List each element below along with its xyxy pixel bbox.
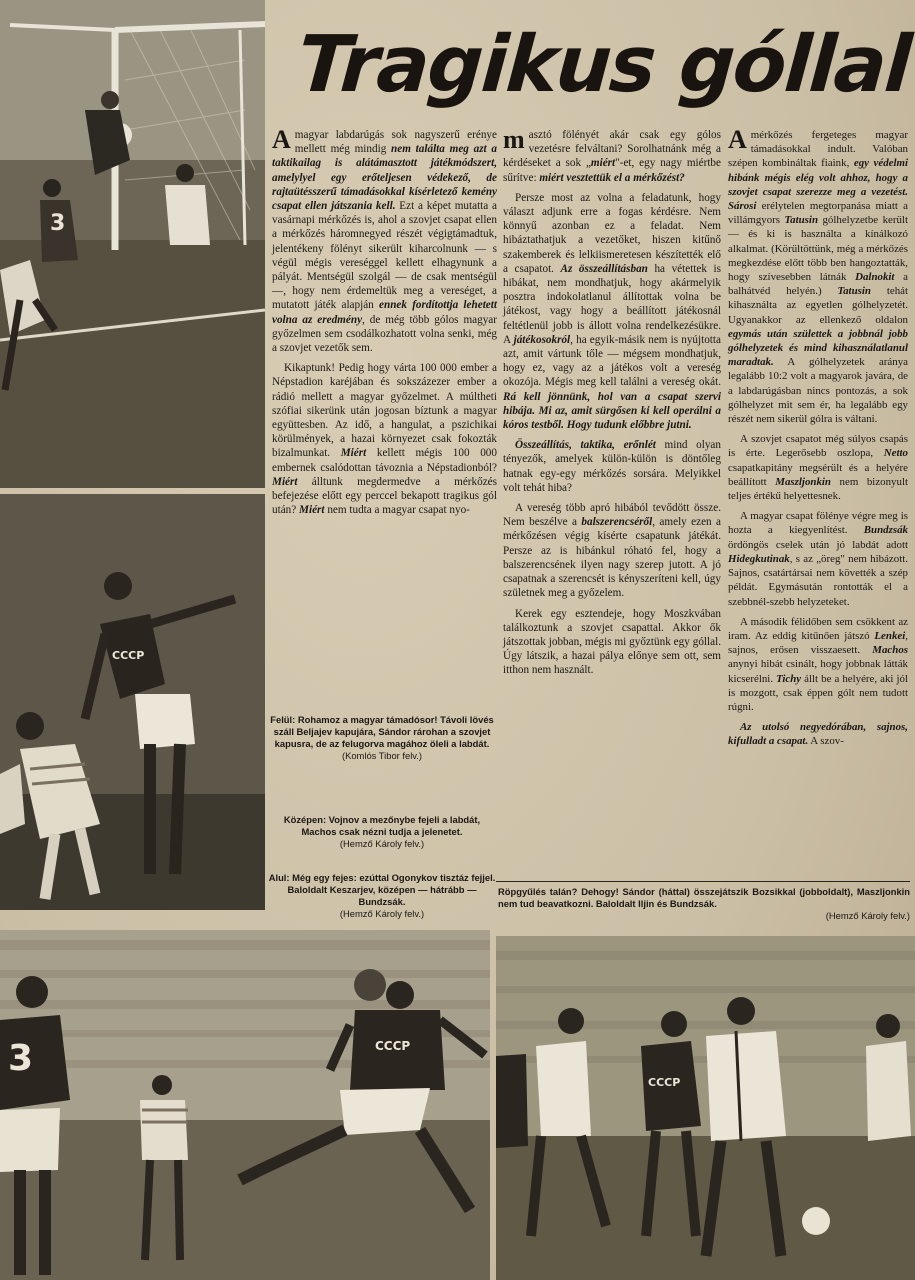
photo-goalkeeper-save: [0, 0, 265, 488]
emphasis: nem találta meg azt a taktikailag is alátámasztott játékmódszert, amelylyel egy erőteljesen védekező, de rajtaütésszerű támadásokkal kísérletező kemény csapat ellen játszania kell.: [272, 143, 498, 213]
caption-top: [268, 714, 496, 762]
paragraph: Kerek egy esztendeje, hogy Moszkvában találkoztunk a szovjet csapattal. Akkor ők játszottak jobban, mégis mi győztünk egy góllal. Úgy látszik, a hazai pálya előnye sem ott, sem itthon nem használt.: [503, 607, 721, 677]
emphasis: Miért: [272, 475, 298, 488]
emphasis: Miért: [340, 447, 367, 460]
jersey-cccp: СССР: [112, 649, 145, 662]
column-c: [728, 125, 908, 755]
photo-header-vojnov: [0, 494, 265, 910]
headline: Tragikus góllal: [294, 20, 913, 110]
emphasis: Dalnokit: [855, 271, 895, 284]
emphasis: Maszljonkin: [775, 475, 831, 488]
photo-credit: (Komlós Tibor felv.): [341, 750, 423, 761]
column-b: [503, 125, 721, 684]
emphasis: Hidegkutinak: [728, 552, 790, 565]
jersey-number-3: 3: [8, 1038, 34, 1079]
emphasis: Bundzsák: [863, 524, 908, 537]
paragraph: A magyar csapat fölénye végre meg is hozta a kiegyenlítést. Bundzsák ördöngös cselek után jó labdát adott Hidegkutinak, s az „öreg" nem hibázott. Sajnos, csatártársai nem követték a szép példát. Egymásután rontották el a szebbnél-szebb helyzeteket.: [728, 510, 908, 608]
emphasis: Machos: [872, 644, 908, 657]
caption-right: [498, 886, 910, 922]
jersey-cccp-2: СССР: [375, 1039, 411, 1053]
caption-text: Alul: Még egy fejes: ezúttal Ogonykov tisztáz fejjel. Baloldalt Keszarjev, középen — hátrább — Bundzsák.: [268, 872, 496, 907]
emphasis: ennek fordítottja lehetett volna az eredmény: [272, 299, 497, 326]
emphasis: Tatusin: [784, 214, 819, 227]
paragraph: masztó fölényét akár csak egy gólos vezetésre felváltani? Sorolhatnánk még a kérdéseket a sok „miért"-et, egy nagy miértbe sűrítve: miért vesztettük el a mérkőzést?: [503, 125, 721, 184]
paragraph: Az utolsó negyedórában, sajnos, kifulladt a csapat. A szov-: [728, 721, 908, 748]
emphasis: Lenkei: [874, 629, 906, 642]
emphasis: miért vesztettük el a mérkőzést?: [539, 171, 685, 184]
paragraph: Amagyar labdarúgás sok nagyszerű erénye mellett még mindig nem találta meg azt a taktikailag is alátámasztott játékmódszert, amelylyel egy erőteljesen védekező, de rajtaütésszerű támadásokkal kísérletező kemény csapat ellen játszania kell. Ezt a képet mutatta a vasárnapi mérkőzés is, ahol a szovjet csapat ellen a mérkőzés háromnegyed részét végigtámadtuk, jelentékeny fölényt sikerült kiharcolnunk — s végül mégis vereséggel kellett elhagynunk a pályát. Mentségül szolgál — de csak mentségül —, hogy nem érdemeltük meg a vereséget, a mutatott játék alapján ennek fordítottja lehetett volna az eredmény, de még több gólos magyar győzelmen sem csodálkozhatott volna senki, még a szovjet vezetők sem.: [272, 125, 498, 355]
photo-credit: (Hemző Károly felv.): [339, 838, 425, 849]
paragraph: Persze most az volna a feladatunk, hogy választ adjunk erre a fogas kérdésre. Nem könnyű azonban ez a feladat. Nem hibáztathatjuk a vezetőket, hiszen kitűnő szakemberek és lelkiismeretesen készítették elő a csapatot. Az összeállításban ha vétettek is hibákat, nem mondhatjuk, hogy akármelyik posztra indokolatlanul állítottak volna be játékost, vagy hogy a beállított játékosnál feltétlenül jobb is állott volna rendelkezésükre. A játékosokról, ha egyik-másik nem is nyújtotta azt, amit vártunk tőle — mégsem mondhatjuk, hogy ez, vagy az a játékos volt a vereség okozója. Mégis meg kell találni a vereség okát. Rá kell jönnünk, hol van a csapat szervi hibája. Mi az, amit sürgősen ki kell operálni a kóros testből. Hogy tudunk előbbre jutni.: [503, 191, 721, 432]
emphasis: Netto: [883, 447, 908, 460]
caption-middle: [268, 814, 496, 850]
caption-text: Középen: Vojnov a mezőnybe fejeli a labdát, Machos csak nézni tudja a jelenetet.: [283, 814, 481, 837]
emphasis: Miért: [299, 504, 325, 517]
paragraph: A második félidőben sem csökkent az iram. Az eddig kitűnően játszó Lenkei, sajnos, erősen visszaesett. Machos anynyi hibát csinált, hogy jobbnak látták kicserélni. Tichy állt be a helyére, aki jól is mozgott, csak éppen gólt nem tudott rúgni.: [728, 615, 908, 713]
caption-bottom: [268, 872, 496, 920]
emphasis: játékosokról: [513, 333, 571, 346]
paragraph: A vereség több apró hibából tevődött össze. Nem beszélve a balszerencséről, amely ezen a mérkőzésen végig kísérte csapatunk játékát. Persze az is hibánkul róható fel, hogy a balszerencsének ilyen nagy szerep jutott. A jó csapatnak a szerencsét is kényszeríteni kell, úgy születnek meg a győzelem.: [503, 502, 721, 600]
emphasis: Összeállítás, taktika, erőnlét: [515, 439, 656, 452]
photo-credit: (Hemző Károly felv.): [339, 908, 425, 919]
caption-text: Felül: Rohamoz a magyar támadósor! Távoli lövés száll Beljajev kapujára, Sándor rárohan a szovjet kapusra, de az felugorva magához öleli a labdát.: [270, 714, 494, 749]
jersey-cccp-3: СССР: [648, 1076, 681, 1089]
emphasis: Tichy: [776, 672, 802, 685]
emphasis: Tatusin: [837, 285, 871, 298]
paragraph: A szovjet csapatot még súlyos csapás is érte. Legerősebb oszlopa, Netto csapatkapitány megsérült és a helyére beállított Maszljonkin nem bizonyult teljes értékű helyettesnek.: [728, 433, 908, 503]
emphasis: Az összeállításban: [560, 262, 648, 275]
paragraph: Összeállítás, taktika, erőnlét mind olyan tényezők, amelyek külön-külön is döntőleg hatnak egy-egy mérkőzés sorsára. Melyikkel volt tehát hiba?: [503, 439, 721, 494]
paragraph: Amérkőzés fergeteges magyar támadásokkal indult. Valóban szépen kombináltak fiaink, egy védelmi hibánk mégis elég volt ahhoz, hogy a szovjet csapat szerezze meg a vezetést. Sárosi erélytelen megtorpanása miatt a villámgyors Tatusin gólhelyzetbe került — és ki is használta a kínálkozó alkalmat. (Körültöttünk, még a mérkőzés megkezdése előtt több ben hangoztatták, hogy szívesebben látnák Dalnokit a balhátvéd helyén.) Tatusin tehát kihasználta az egyetlen gólhelyzetét. Ugyanakkor az ellenkező oldalon egymás után születtek a jobbnál jobb gólhelyzetek és mind kihasználatlanul maradtak. A gólhelyzetek aránya legalább 10:2 volt a magyarok javára, de a labdarúgásban nincs pontozás, a sok gólhelyzet mit sem ér, ha legalább egy részét nem sikerül gólra is váltani.: [728, 125, 908, 426]
jersey-number: 3: [50, 211, 66, 236]
emphasis: egymás után születtek a jobbnál jobb gólhelyzetek és mind kihasználatlanul maradtak.: [728, 327, 908, 369]
emphasis: Sárosi: [728, 200, 757, 213]
emphasis: Az utolsó negyedórában, sajnos, kifulladt a csapat.: [728, 721, 908, 748]
emphasis: egy védelmi hibánk mégis elég volt ahhoz, hogy a szovjet csapat szerezze meg a vezetést.: [728, 157, 908, 198]
column-a: [272, 125, 498, 523]
emphasis: balszerencséről: [581, 516, 653, 529]
paragraph: Kikaptunk! Pedig hogy várta 100 000 ember a Népstadion karéjában és sokszázezer ember a rádió mellett a magyar győzelmet. A múltheti szófiai sikerünk után jogosan bíztunk a magyar együttesben. Az idő, a hangulat, a pszichikai körülmények, a hazai környezet csak fokozták bizalmunkat. Miért kellett mégis 100 000 embernek csalódottan távoznia a Népstadionból? Miért álltunk megdermedve a mérkőzés befejezése előtt egy perccel bekapott tragikus gól után? Miért nem tudta a magyar csapat nyo-: [272, 362, 497, 517]
caption-text: Röpgyűlés talán? Dehogy! Sándor (háttal) összejátszik Bozsikkal (jobboldalt), Maszljonkin nem tud beavatkozni. Baloldalt Iljin és Bundzsák.: [498, 886, 910, 909]
photo-header-ogonykov: [0, 930, 490, 1280]
photo-bozsik-sandor: [496, 936, 915, 1280]
photo-credit: (Hemző Károly felv.): [825, 910, 910, 921]
emphasis: Rá kell jönnünk, hol van a csapat szervi hibája. Mi az, amit sürgősen ki kell operálni a kóros testből. Hogy tudunk előbbre jutni.: [503, 390, 721, 432]
emphasis: miért: [590, 157, 616, 170]
divider: [496, 881, 910, 882]
